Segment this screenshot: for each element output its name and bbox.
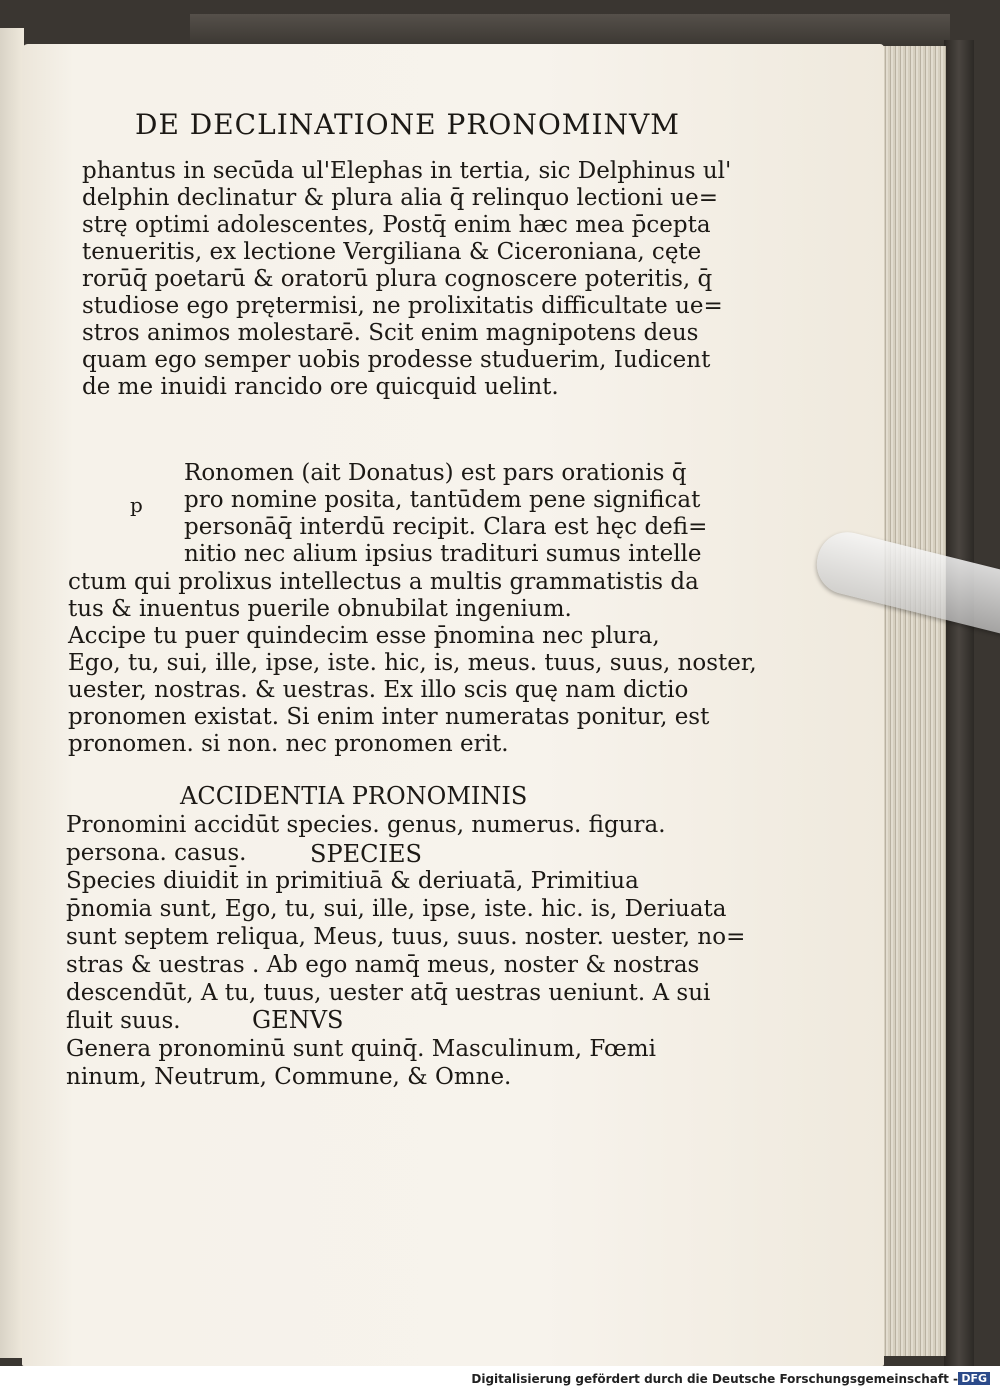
text-line: delphin declinatur & plura alia q̄ relinquo lectioni ue= <box>82 185 718 211</box>
text-line: ctum qui prolixus intellectus a multis grammatistis da <box>68 569 699 595</box>
text-line: Ronomen (ait Donatus) est pars orationis q̄ <box>184 460 687 486</box>
book-board <box>944 40 974 1366</box>
text-line: rorūq̄ poetarū & oratorū plura cognoscere poteritis, q̄ <box>82 266 713 292</box>
text-line: Genera pronominū sunt quinq̄. Masculinum, Fœmi <box>66 1036 656 1062</box>
text-line: nitio nec alium ipsius tradituri sumus intelle <box>184 541 702 567</box>
text-line: personāq̄ interdū recipit. Clara est hęc defi= <box>184 514 708 540</box>
text-line: Pronomini accidūt species. genus, numerus. figura. <box>66 812 666 838</box>
text-line: fluit suus. <box>66 1008 181 1034</box>
text-line: descendūt, A tu, tuus, uester atq̄ uestras ueniunt. A sui <box>66 980 711 1006</box>
footer-funding-note: Digitalisierung gefördert durch die Deutsche Forschungsgemeinschaft - <box>471 1372 958 1386</box>
running-head: DE DECLINATIONE PRONOMINVM <box>135 108 680 141</box>
text-line: uester, nostras. & uestras. Ex illo scis quę nam dictio <box>68 677 689 703</box>
text-line: sunt septem reliqua, Meus, tuus, suus. noster. uester, no= <box>66 924 746 950</box>
text-line: ninum, Neutrum, Commune, & Omne. <box>66 1064 512 1090</box>
text-line: tus & inuentus puerile obnubilat ingenium. <box>68 596 572 622</box>
heading-genus: GENVS <box>252 1006 344 1034</box>
text-line: stros animos molestarē. Scit enim magnipotens deus <box>82 320 699 346</box>
text-line: Accipe tu puer quindecim esse p̄nomina nec plura, <box>68 623 660 649</box>
page-edges <box>878 46 946 1356</box>
text-line: pronomen existat. Si enim inter numeratas ponitur, est <box>68 704 710 730</box>
text-line: tenueritis, ex lectione Vergiliana & Ciceroniana, cęte <box>82 239 702 265</box>
text-line: pro nomine posita, tantūdem pene significat <box>184 487 701 513</box>
text-line: Species diuidit̄ in primitiuā & deriuatā, Primitiua <box>66 868 639 894</box>
text-line: p̄nomia sunt, Ego, tu, sui, ille, ipse, iste. hic. is, Deriuata <box>66 896 727 922</box>
text-line: Ego, tu, sui, ille, ipse, iste. hic, is, meus. tuus, suus, noster, <box>68 650 757 676</box>
text-line: strę optimi adolescentes, Postq̄ enim hæc mea p̄cepta <box>82 212 711 238</box>
text-line: quam ego semper uobis prodesse studuerim, Iudicent <box>82 347 711 373</box>
text-line: stras & uestras . Ab ego namq̄ meus, noster & nostras <box>66 952 700 978</box>
text-line: de me inuidi rancido ore quicquid uelint. <box>82 374 559 400</box>
heading-accidentia: ACCIDENTIA PRONOMINIS <box>180 782 528 810</box>
text-line: phantus in secūda ul'Elephas in tertia, sic Delphinus ul' <box>82 158 732 184</box>
text-line: persona. casus. <box>66 840 247 866</box>
text-line: studiose ego prętermisi, ne prolixitatis difficultate ue= <box>82 293 723 319</box>
heading-species: SPECIES <box>310 840 422 868</box>
drop-cap-guide-letter: p <box>130 493 143 517</box>
left-page-edge <box>0 28 24 1358</box>
text-line: pronomen. si non. nec pronomen erit. <box>68 731 509 757</box>
dfg-logo: DFG <box>958 1372 990 1385</box>
